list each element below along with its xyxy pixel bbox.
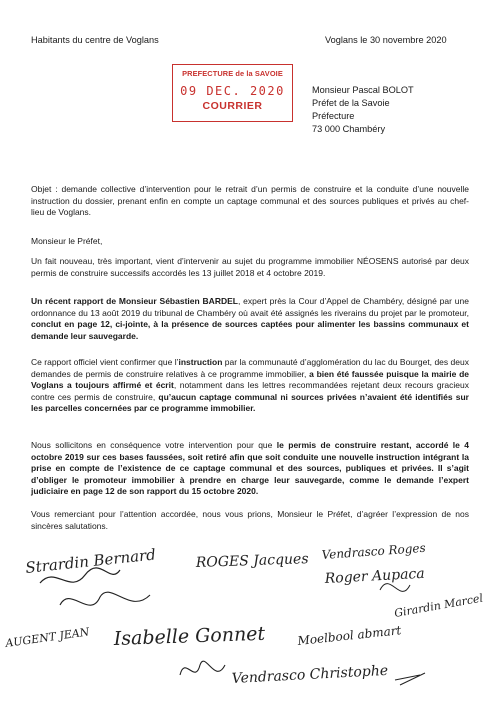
p2-bold-1: Un récent rapport de Monsieur Sébastien BARDEL bbox=[31, 296, 238, 306]
paragraph-2 bbox=[31, 296, 469, 342]
p3-text-3: , notamment dans les lettres recommandées rejetant deux recours gracieux contre ces permis de construire, bbox=[31, 380, 469, 402]
p3-bold-2: a bien été faussée puisque la mairie de Voglans a toujours affirmé et écrit bbox=[31, 368, 470, 391]
signature-stroke bbox=[180, 661, 225, 675]
p3-bold-1: instruction bbox=[178, 357, 223, 367]
place-date: Voglans le 30 novembre 2020 bbox=[325, 35, 447, 45]
recipient-address bbox=[312, 84, 414, 136]
closing: Vous remerciant pour l’attention accordée, nous vous prions, Monsieur le Préfet, d’agréer l’expression de nos sincères salutations. bbox=[31, 509, 469, 531]
received-stamp bbox=[172, 64, 293, 122]
p2-text-1: , expert près la Cour d’Appel de Chambéry, désigné par une ordonnance du 13 août 2019 du tribunal de Chambéry où avait été assignés les riverains du projet par le promoteur, bbox=[31, 296, 469, 318]
signature: Girardin Marcel bbox=[393, 591, 484, 620]
signature: Roger Aupaca bbox=[324, 565, 426, 587]
p4-text-1: Nous sollicitons en conséquence votre intervention pour que bbox=[31, 440, 277, 450]
signatures bbox=[0, 525, 500, 707]
recipient-line: Préfet de la Savoie bbox=[312, 98, 390, 108]
p3-text-1: Ce rapport officiel vient confirmer que l’ bbox=[31, 357, 179, 367]
object-line: Objet : demande collective d’intervention pour le retrait d’un permis de construire et la conduite d’une nouvelle instruction du dossier, prenant enfin en compte un captage communal et des sources publiques et privés au chef-lieu de Voglans. bbox=[31, 184, 469, 218]
salutation: Monsieur le Préfet, bbox=[31, 236, 103, 246]
signature: ROGES Jacques bbox=[195, 551, 309, 571]
paragraph-3 bbox=[31, 357, 469, 415]
recipient-line: 73 000 Chambéry bbox=[312, 124, 386, 134]
signature-stroke bbox=[380, 584, 410, 592]
signature: AUGENT JEAN bbox=[4, 625, 91, 650]
stamp-label: COURRIER bbox=[202, 100, 263, 112]
signature: Vendrasco Roges bbox=[321, 540, 427, 562]
paragraph-1: Un fait nouveau, très important, vient d’intervenir au sujet du programme immobilier NÉOSENS autorisé par deux permis de construire successifs accordés les 13 juillet 2018 et 4 octobre 2019. bbox=[31, 256, 469, 278]
signature: Vendrasco Christophe bbox=[231, 662, 389, 687]
signature: Isabelle Gonnet bbox=[113, 622, 266, 650]
p3-bold-3: qu’aucun captage communal ni sources privées n’avaient été identifiés sur les parcelles concernées par ce programme immobilier. bbox=[31, 391, 469, 414]
sender-name: Habitants du centre de Voglans bbox=[31, 35, 159, 45]
p4-bold-1: le permis de construire restant, accordé le 4 octobre 2019 sur ces bases faussées, soit retiré afin que soit conduite une nouvelle instruction intégrant la prise en compte de l’existence de ce captage communal et des sources, publiques et privées. Il s’agit d’obliger le promoteur immobilier à prendre en charge leur sauvegarde, comme le demande l’expert judiciaire en page 12 de son rapport du 15 octobre 2020. bbox=[31, 440, 469, 497]
stamp-office: PREFECTURE de la SAVOIE bbox=[182, 69, 283, 78]
recipient-line: Préfecture bbox=[312, 111, 355, 121]
signature-stroke bbox=[395, 673, 425, 685]
signature-stroke bbox=[60, 592, 150, 605]
p3-text-2: par la communauté d’agglomération du lac du Bourget, des deux demandes de permis de construire relatives à ce programme immobilier, bbox=[31, 357, 469, 379]
paragraph-4 bbox=[31, 440, 469, 498]
signature: Moelbool abmart bbox=[296, 623, 402, 648]
p2-bold-2: conclut en page 12, ci-jointe, à la présence de sources captées pour alimenter les bassins communaux et demande leur sauvegarde. bbox=[31, 319, 469, 341]
signature: Strardin Bernard bbox=[24, 545, 157, 577]
recipient-line: Monsieur Pascal BOLOT bbox=[312, 85, 414, 95]
stamp-date: 09 DEC. 2020 bbox=[180, 84, 285, 98]
